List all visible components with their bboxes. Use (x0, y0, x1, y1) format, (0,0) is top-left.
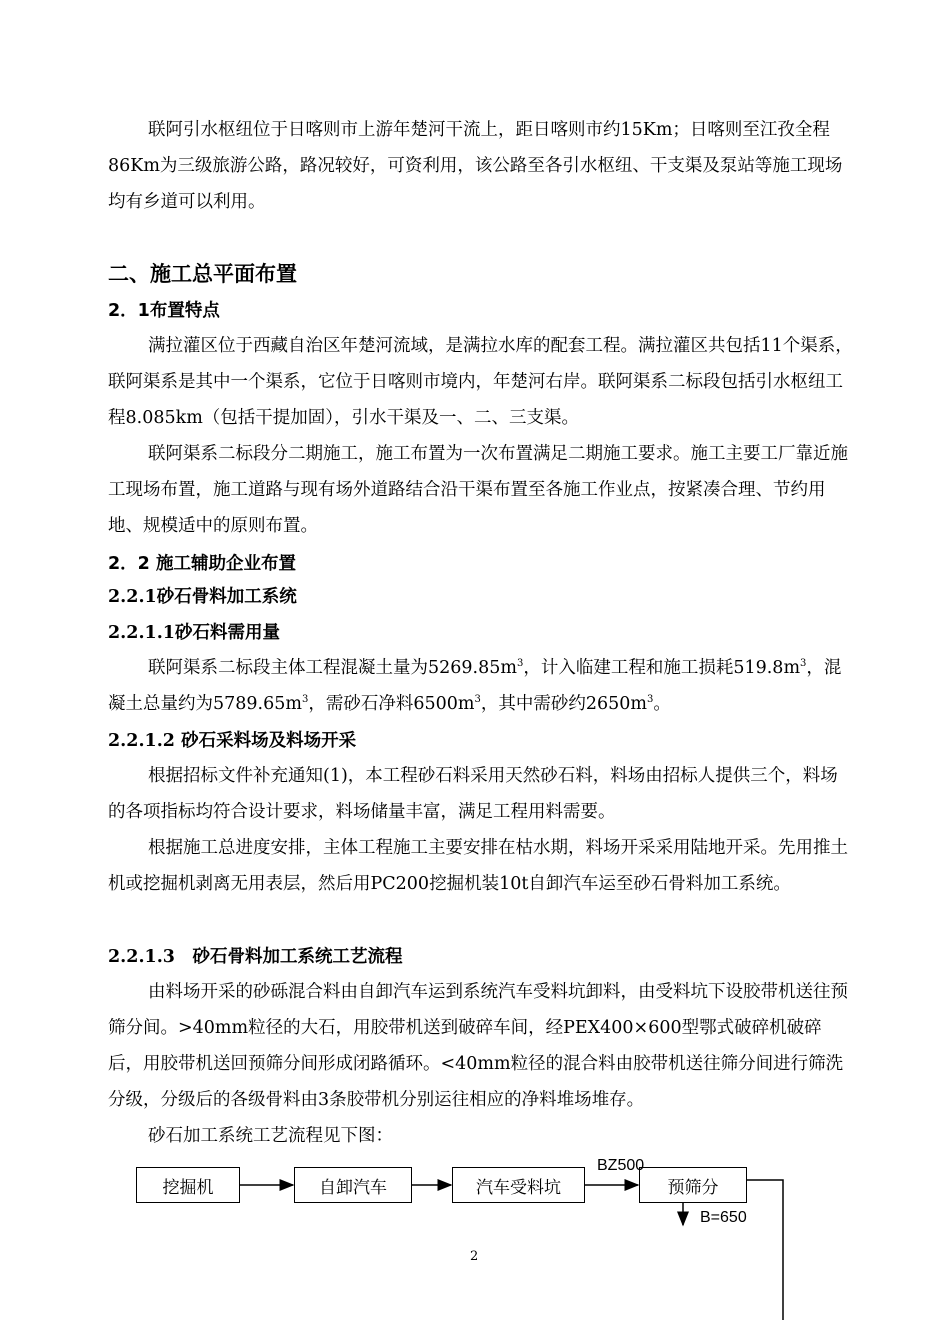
paragraph-process: 由料场开采的砂砾混合料由自卸汽车运到系统汽车受料坑卸料，由受料坑下设胶带机送往预筛分间。>40mm粒径的大石，用胶带机送到破碎车间，经PEX400×600型鄂式破碎机破碎后，用胶带机送回预筛分间形成闭路循环。<40mm粒径的混合料由胶带机送往筛分间进行筛洗分级，分级后的各级骨料由3条胶带机分别运往相应的净料堆场堆存。 (108, 982, 848, 1110)
subsection-2-1-heading: 2．1布置特点 (108, 301, 220, 321)
subsection-2-2-1-heading: 2.2.1砂石骨料加工系统 (108, 587, 297, 607)
flow-label-bz500: BZ500 (597, 1157, 645, 1174)
subsection-2-2-1-2-heading: 2.2.1.2 砂石采料场及料场开采 (108, 731, 357, 751)
subsection-2-2-heading: 2．2 施工辅助企业布置 (108, 554, 296, 574)
flow-label-b650: B=650 (700, 1209, 747, 1226)
subsection-2-2-1-3-heading: 2.2.1.3 砂石骨料加工系统工艺流程 (108, 947, 403, 967)
paragraph-phases: 联阿渠系二标段分二期施工，施工布置为一次布置满足二期施工要求。施工主要工厂靠近施工现场布置，施工道路与现有场外道路结合沿干渠布置至各施工作业点，按紧凑合理、节约用地、规模适中的原则布置。 (108, 444, 848, 536)
paragraph-quantities: 联阿渠系二标段主体工程混凝土量为$5269.85m^3$，计入临建工程和施工损耗$519.8m^3$，混凝土总量约为$5789.65m^3$，需砂石净料$6500m^3$，其中需砂约$2650m^3$。 (108, 658, 842, 714)
section-heading: 二、施工总平面布置 (108, 262, 297, 286)
paragraph-intro: 联阿引水枢纽位于日喀则市上游年楚河干流上，距日喀则市约15Km；日喀则至江孜全程86Km为三级旅游公路，路况较好，可资利用，该公路至各引水枢纽、干支渠及泵站等施工现场均有乡道可以利用。 (108, 120, 843, 212)
paragraph-quarry: 根据招标文件补充通知(1)，本工程砂石料采用天然砂石料，料场由招标人提供三个，料场的各项指标均符合设计要求，料场储量丰富，满足工程用料需要。 (108, 766, 838, 822)
page-number: 2 (470, 1249, 479, 1264)
paragraph-excavation: 根据施工总进度安排，主体工程施工主要安排在枯水期，料场开采采用陆地开采。先用推土机或挖掘机剥离无用表层，然后用PC200挖掘机装10t自卸汽车运至砂石骨料加工系统。 (108, 838, 848, 894)
loop-line (747, 1180, 783, 1320)
subsection-2-2-1-1-heading: 2.2.1.1砂石料需用量 (108, 623, 280, 643)
flow-box-excavator: 挖掘机 (136, 1167, 240, 1203)
flow-box-dump-truck: 自卸汽车 (294, 1167, 412, 1203)
paragraph-flow-caption: 砂石加工系统工艺流程见下图： (148, 1126, 393, 1146)
paragraph-layout-features: 满拉灌区位于西藏自治区年楚河流域，是满拉水库的配套工程。满拉灌区共包括11个渠系，联阿渠系是其中一个渠系，它位于日喀则市境内，年楚河右岸。联阿渠系二标段包括引水枢纽工程8.085km（包括干提加固），引水干渠及一、二、三支渠。 (108, 336, 853, 428)
flow-box-receiving-pit: 汽车受料坑 (452, 1167, 585, 1203)
flow-box-pre-screening: 预筛分 (639, 1167, 747, 1203)
